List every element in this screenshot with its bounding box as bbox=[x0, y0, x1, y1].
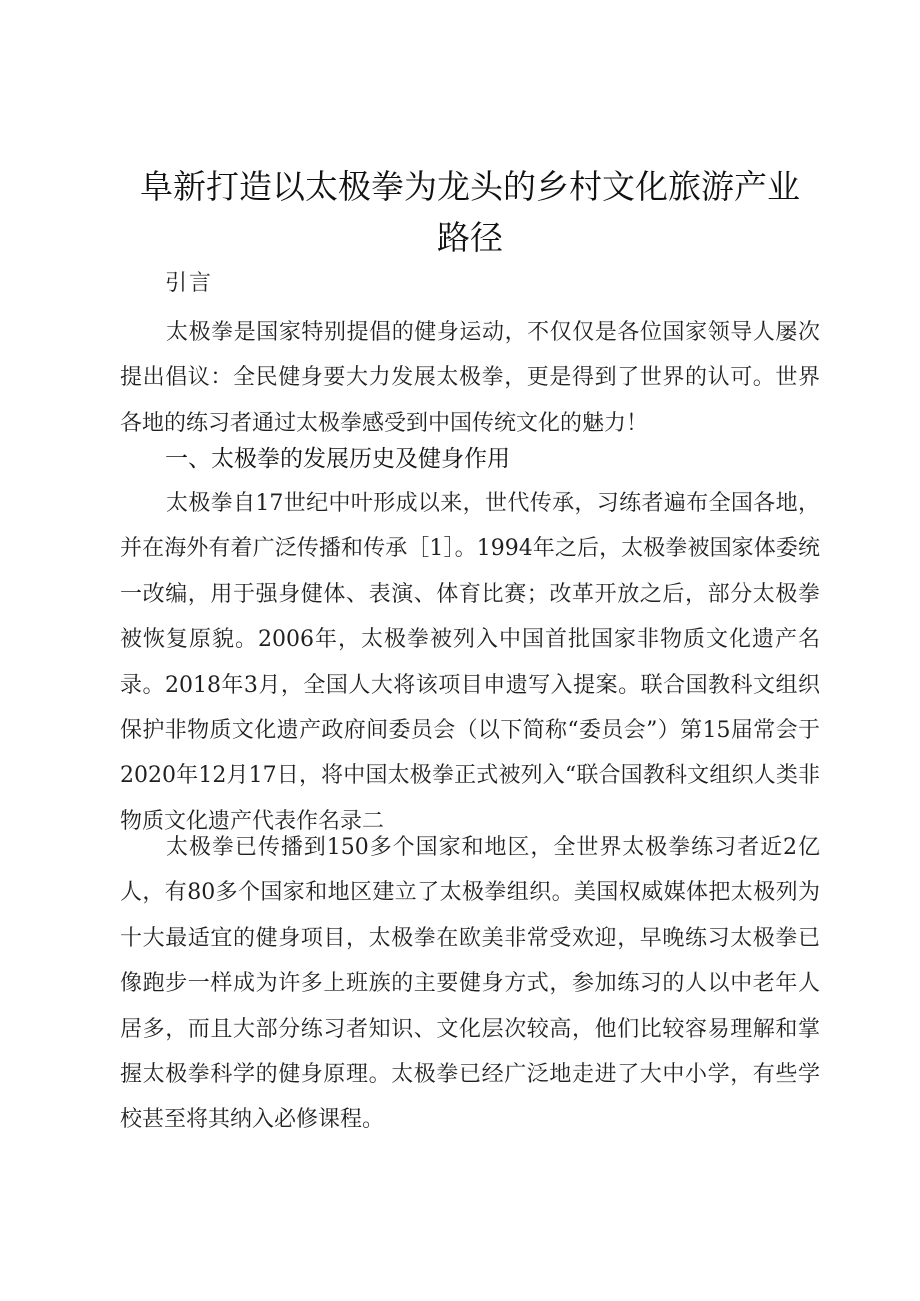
section-1-paragraph-history: 太极拳自17世纪中叶形成以来，世代传承，习练者遍布全国各地，并在海外有着广泛传播和传承［1］。1994年之后，太极拳被国家体委统一改编，用于强身健体、表演、体育比赛；改革开放之后，部分太极拳被恢复原貌。2006年，太极拳被列入中国首批国家非物质文化遗产名录。2018年3月，全国人大将该项目申遗写入提案。联合国教科文组织保护非物质文化遗产政府间委员会（以下简称“委员会”）第15届常会于2020年12月17日，将中国太极拳正式被列入“联合国教科文组织人类非物质文化遗产代表作名录二 bbox=[120, 491, 820, 834]
intro-label: 引言 bbox=[165, 271, 214, 296]
section-1-heading: 一、太极拳的发展历史及健身作用 bbox=[165, 446, 510, 472]
document-title-line-2: 路径 bbox=[437, 218, 503, 257]
section-1-paragraph-spread: 太极拳已传播到150多个国家和地区，全世界太极拳练习者近2亿人，有80多个国家和地区建立了太极拳组织。美国权威媒体把太极列为十大最适宜的健身项目，太极拳在欧美非常受欢迎，早晚练习太极拳已像跑步一样成为许多上班族的主要健身方式，参加练习的人以中老年人居多，而且大部分练习者知识、文化层次较高，他们比较容易理解和掌握太极拳科学的健身原理。太极拳已经广泛地走进了大中小学，有些学校甚至将其纳入必修课程。 bbox=[120, 835, 820, 1133]
document-title-line-1: 阜新打造以太极拳为龙头的乡村文化旅游产业 bbox=[140, 167, 800, 206]
intro-paragraph: 太极拳是国家特别提倡的健身运动，不仅仅是各位国家领导人屡次提出倡议：全民健身要大力发展太极拳，更是得到了世界的认可。世界各地的练习者通过太极拳感受到中国传统文化的魅力！ bbox=[120, 320, 820, 436]
